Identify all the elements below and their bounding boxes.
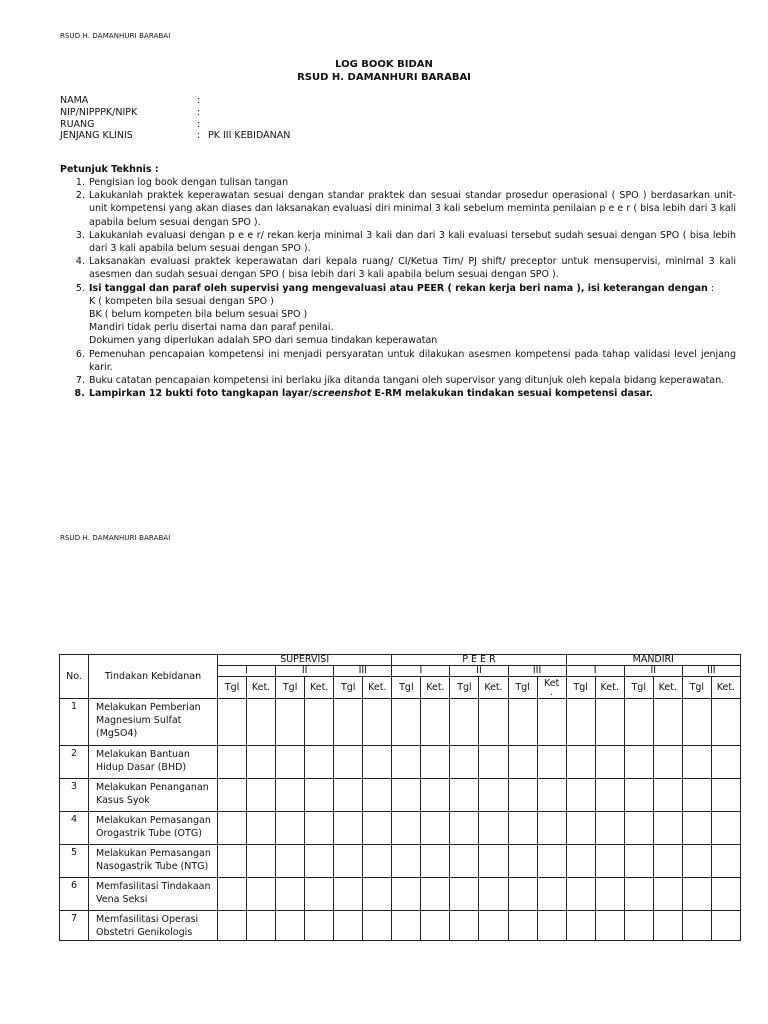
entry-cell-tgl[interactable] [508, 779, 537, 812]
entry-cell-ket[interactable] [305, 746, 334, 779]
row-action: Melakukan Pemasangan Nasogastrik Tube (NTG) [89, 845, 218, 878]
col-header-no: No. [60, 655, 89, 699]
entry-cell-tgl[interactable] [682, 845, 711, 878]
entry-cell-ket[interactable] [537, 845, 566, 878]
entry-cell-tgl[interactable] [276, 699, 305, 746]
subgroup-header: III [334, 666, 392, 677]
entry-cell-tgl[interactable] [218, 779, 247, 812]
entry-cell-tgl[interactable] [508, 911, 537, 941]
col-header-tgl: Tgl [276, 677, 305, 699]
entry-cell-tgl[interactable] [218, 746, 247, 779]
entry-cell-ket[interactable] [363, 878, 392, 911]
row-action: Memfasilitasi Operasi Obstetri Genikologis [89, 911, 218, 941]
subgroup-header: I [392, 666, 450, 677]
table-row [60, 878, 741, 911]
entry-cell-ket[interactable] [653, 845, 682, 878]
entry-cell-tgl[interactable] [450, 699, 479, 746]
field-colon: : [197, 106, 201, 118]
entry-cell-ket[interactable] [537, 779, 566, 812]
entry-cell-ket[interactable] [711, 845, 740, 878]
subgroup-header: I [566, 666, 624, 677]
col-header-tgl: Tgl [566, 677, 595, 699]
entry-cell-ket[interactable] [653, 746, 682, 779]
field-value: PK III KEBIDANAN [208, 130, 291, 142]
entry-cell-ket[interactable] [247, 746, 276, 779]
instruction-colon: : [707, 282, 715, 294]
row-action: Melakukan Bantuan Hidup Dasar (BHD) [89, 746, 218, 779]
entry-cell-tgl[interactable] [450, 746, 479, 779]
col-header-ket: Ket. [479, 677, 508, 699]
entry-cell-ket[interactable] [711, 812, 740, 845]
entry-cell-ket[interactable] [247, 779, 276, 812]
entry-cell-ket[interactable] [479, 812, 508, 845]
entry-cell-tgl[interactable] [566, 845, 595, 878]
row-number: 4 [60, 812, 89, 845]
field-label: NIP/NIPPPK/NIPK [60, 106, 138, 118]
entry-cell-ket[interactable] [653, 779, 682, 812]
instruction-item [88, 282, 736, 348]
subgroup-header: II [624, 666, 682, 677]
entry-cell-ket[interactable] [711, 878, 740, 911]
row-number: 7 [60, 911, 89, 941]
entry-cell-ket[interactable] [653, 911, 682, 941]
entry-cell-ket[interactable] [537, 812, 566, 845]
col-header-ket: Ket. [595, 677, 624, 699]
identity-fields [60, 95, 290, 142]
entry-cell-ket[interactable] [421, 779, 450, 812]
instruction-item: 7. Buku catatan pencapaian kompetensi ini berlaku jika ditanda tangani oleh supervisor yang ditunjuk oleh kepala bidang keperawatan. [88, 374, 736, 387]
row-number: 5 [60, 845, 89, 878]
subgroup-header: II [276, 666, 334, 677]
entry-cell-tgl[interactable] [566, 779, 595, 812]
entry-cell-tgl[interactable] [218, 699, 247, 746]
entry-cell-ket[interactable] [479, 779, 508, 812]
instruction-item: 1. Pengisian log book dengan tulisan tangan [88, 176, 736, 189]
entry-cell-tgl[interactable] [276, 812, 305, 845]
entry-cell-ket[interactable] [595, 911, 624, 941]
row-action: Melakukan Pemasangan Orogastrik Tube (OTG) [89, 812, 218, 845]
entry-cell-ket[interactable] [247, 845, 276, 878]
entry-cell-tgl[interactable] [624, 746, 653, 779]
entry-cell-tgl[interactable] [682, 911, 711, 941]
col-header-tgl: Tgl [450, 677, 479, 699]
entry-cell-tgl[interactable] [566, 699, 595, 746]
entry-cell-ket[interactable] [305, 699, 334, 746]
field-nip [60, 107, 290, 119]
entry-cell-ket[interactable] [537, 699, 566, 746]
entry-cell-tgl[interactable] [218, 878, 247, 911]
entry-cell-ket[interactable] [305, 812, 334, 845]
entry-cell-tgl[interactable] [334, 779, 363, 812]
instruction-item: 2. Lakukanlah praktek keperawatan sesuai dengan standar praktek dan sesuai standar prosedur operasional ( SPO ) berdasarkan unit-unit kompetensi yang akan diases dan laksanakan evaluasi diri minimal 3 kali sebelum meminta penilaian p e e r ( bisa lebih dari 3 kali apabila belum sesuai dengan SPO ). [88, 189, 736, 229]
entry-cell-ket[interactable] [305, 911, 334, 941]
entry-cell-ket[interactable] [711, 746, 740, 779]
entry-cell-ket[interactable] [247, 812, 276, 845]
entry-cell-tgl[interactable] [508, 699, 537, 746]
entry-cell-tgl[interactable] [392, 812, 421, 845]
entry-cell-ket[interactable] [247, 878, 276, 911]
entry-cell-tgl[interactable] [218, 812, 247, 845]
table-row [60, 812, 741, 845]
entry-cell-ket[interactable] [479, 746, 508, 779]
entry-cell-tgl[interactable] [508, 812, 537, 845]
subgroup-header: I [218, 666, 276, 677]
entry-cell-tgl[interactable] [276, 845, 305, 878]
entry-cell-ket[interactable] [421, 911, 450, 941]
instruction-bold-text: Isi tanggal dan paraf oleh supervisi yang mengevaluasi atau PEER ( rekan kerja beri nama ), isi keterangan dengan [89, 282, 708, 294]
entry-cell-tgl[interactable] [276, 878, 305, 911]
entry-cell-ket[interactable] [363, 911, 392, 941]
entry-cell-tgl[interactable] [334, 746, 363, 779]
entry-cell-tgl[interactable] [276, 746, 305, 779]
col-header-tgl: Tgl [508, 677, 537, 699]
instruction-item: 3. Lakukanlah evaluasi dengan p e e r/ rekan kerja minimal 3 kali dan dari 3 kali evaluasi tersebut sudah sesuai dengan SPO ( bisa lebih dari 3 kali apabila belum sesuai dengan SPO ). [88, 229, 736, 255]
entry-cell-ket[interactable] [711, 779, 740, 812]
entry-cell-ket[interactable] [363, 746, 392, 779]
entry-cell-tgl[interactable] [682, 699, 711, 746]
instruction-item [88, 387, 736, 400]
field-label: JENJANG KLINIS [60, 130, 133, 142]
entry-cell-tgl[interactable] [392, 746, 421, 779]
col-header-tgl: Tgl [218, 677, 247, 699]
entry-cell-ket[interactable] [595, 779, 624, 812]
entry-cell-ket[interactable] [421, 746, 450, 779]
field-label: RUANG [60, 118, 95, 130]
entry-cell-ket[interactable] [595, 699, 624, 746]
col-header-ket: Ket. [711, 677, 740, 699]
subgroup-header: III [508, 666, 566, 677]
entry-cell-tgl[interactable] [392, 699, 421, 746]
entry-cell-ket[interactable] [363, 845, 392, 878]
entry-cell-tgl[interactable] [276, 911, 305, 941]
entry-cell-tgl[interactable] [334, 878, 363, 911]
document-title: LOG BOOK BIDAN [335, 59, 433, 70]
entry-cell-tgl[interactable] [334, 911, 363, 941]
page-header: RSUD H. DAMANHURI BARABAI [60, 534, 171, 542]
field-colon: : [197, 95, 201, 106]
entry-cell-ket[interactable] [653, 699, 682, 746]
entry-cell-tgl[interactable] [392, 845, 421, 878]
col-header-ket: Ket. [421, 677, 450, 699]
entry-cell-tgl[interactable] [682, 812, 711, 845]
entry-cell-ket[interactable] [595, 812, 624, 845]
entry-cell-ket[interactable] [421, 845, 450, 878]
table-row [60, 699, 741, 746]
page-header: RSUD H. DAMANHURI BARABAI [60, 32, 171, 40]
legend-line-dokumen: Dokumen yang diperlukan adalah SPO dari semua tindakan keperawatan [89, 335, 438, 347]
field-ruang [60, 119, 290, 131]
entry-cell-ket[interactable] [421, 812, 450, 845]
entry-cell-tgl[interactable] [508, 845, 537, 878]
entry-cell-ket[interactable] [537, 878, 566, 911]
field-colon: : [197, 130, 201, 142]
col-header-ket: Ket. [363, 677, 392, 699]
col-header-action: Tindakan Kebidanan [89, 655, 218, 699]
entry-cell-tgl[interactable] [218, 845, 247, 878]
instructions-list [60, 176, 736, 400]
legend-line-bk: BK ( belum kompeten bila belum sesuai SPO ) [89, 309, 308, 321]
entry-cell-ket[interactable] [363, 812, 392, 845]
entry-cell-ket[interactable] [653, 812, 682, 845]
col-header-ket: Ket. [247, 677, 276, 699]
entry-cell-ket[interactable] [247, 911, 276, 941]
entry-cell-tgl[interactable] [624, 779, 653, 812]
entry-cell-ket[interactable] [595, 746, 624, 779]
row-number: 1 [60, 699, 89, 746]
entry-cell-tgl[interactable] [508, 746, 537, 779]
field-jenjang-klinis [60, 130, 290, 142]
entry-cell-tgl[interactable] [624, 699, 653, 746]
logbook-table [59, 654, 741, 941]
legend-line-mandiri: Mandiri tidak perlu disertai nama dan paraf penilai. [89, 322, 334, 334]
col-header-ket: Ket . [537, 677, 566, 699]
entry-cell-ket[interactable] [595, 878, 624, 911]
entry-cell-ket[interactable] [711, 911, 740, 941]
field-nama [60, 95, 290, 107]
table-row [60, 779, 741, 812]
entry-cell-tgl[interactable] [450, 878, 479, 911]
entry-cell-tgl[interactable] [392, 911, 421, 941]
entry-cell-tgl[interactable] [682, 878, 711, 911]
entry-cell-ket[interactable] [479, 845, 508, 878]
group-header: MANDIRI [566, 655, 740, 666]
entry-cell-tgl[interactable] [624, 878, 653, 911]
col-header-ket: Ket. [305, 677, 334, 699]
entry-cell-tgl[interactable] [624, 812, 653, 845]
instruction-italic-text: screenshot [312, 388, 372, 400]
entry-cell-tgl[interactable] [566, 911, 595, 941]
entry-cell-tgl[interactable] [450, 779, 479, 812]
table-row [60, 746, 741, 779]
entry-cell-tgl[interactable] [450, 845, 479, 878]
instruction-item: 6. Pemenuhan pencapaian kompetensi ini menjadi persyaratan untuk dilakukan asesmen kompetensi pada tahap validasi level jenjang karir. [88, 348, 736, 374]
entry-cell-ket[interactable] [479, 911, 508, 941]
entry-cell-tgl[interactable] [624, 911, 653, 941]
entry-cell-tgl[interactable] [392, 779, 421, 812]
instructions-title: Petunjuk Tekhnis : [60, 164, 159, 175]
entry-cell-ket[interactable] [479, 699, 508, 746]
entry-cell-ket[interactable] [363, 699, 392, 746]
entry-cell-tgl[interactable] [218, 911, 247, 941]
row-number: 3 [60, 779, 89, 812]
entry-cell-tgl[interactable] [276, 779, 305, 812]
entry-cell-ket[interactable] [247, 699, 276, 746]
row-action: Melakukan Pemberian Magnesium Sulfat (MgSO4) [89, 699, 218, 746]
entry-cell-tgl[interactable] [508, 878, 537, 911]
entry-cell-tgl[interactable] [682, 779, 711, 812]
row-number: 6 [60, 878, 89, 911]
entry-cell-ket[interactable] [421, 878, 450, 911]
instruction-text: Lampirkan 12 bukti foto tangkapan layar/ [89, 388, 313, 400]
instruction-text: E-RM melakukan tindakan sesuai kompetensi dasar. [371, 388, 653, 400]
entry-cell-tgl[interactable] [624, 845, 653, 878]
subgroup-header: II [450, 666, 508, 677]
entry-cell-ket[interactable] [537, 746, 566, 779]
entry-cell-ket[interactable] [537, 911, 566, 941]
entry-cell-ket[interactable] [653, 878, 682, 911]
entry-cell-tgl[interactable] [566, 812, 595, 845]
entry-cell-ket[interactable] [305, 878, 334, 911]
entry-cell-ket[interactable] [363, 779, 392, 812]
col-header-tgl: Tgl [392, 677, 421, 699]
field-label: NAMA [60, 95, 89, 106]
group-header: SUPERVISI [218, 655, 392, 666]
col-header-tgl: Tgl [682, 677, 711, 699]
entry-cell-ket[interactable] [305, 845, 334, 878]
entry-cell-tgl[interactable] [334, 812, 363, 845]
instruction-item: 4. Laksanakan evaluasi praktek keperawatan dari kepala ruang/ CI/Ketua Tim/ PJ shift/ preceptor untuk mensupervisi, minimal 3 kali asesmen dan sudah sesuai dengan SPO ( bisa lebih dari 3 kali apabila belum sesuai dengan SPO ). [88, 255, 736, 281]
legend-line-k: K ( kompeten bila sesuai dengan SPO ) [89, 295, 274, 307]
table-row [60, 845, 741, 878]
entry-cell-ket[interactable] [479, 878, 508, 911]
col-header-tgl: Tgl [624, 677, 653, 699]
entry-cell-ket[interactable] [421, 699, 450, 746]
row-number: 2 [60, 746, 89, 779]
field-colon: : [197, 118, 201, 130]
entry-cell-tgl[interactable] [334, 699, 363, 746]
entry-cell-ket[interactable] [711, 699, 740, 746]
document-subtitle: RSUD H. DAMANHURI BARABAI [297, 72, 471, 83]
group-header: P E E R [392, 655, 566, 666]
entry-cell-ket[interactable] [305, 779, 334, 812]
subgroup-header: III [682, 666, 740, 677]
entry-cell-tgl[interactable] [566, 746, 595, 779]
entry-cell-tgl[interactable] [392, 878, 421, 911]
table-row [60, 911, 741, 941]
col-header-tgl: Tgl [334, 677, 363, 699]
col-header-ket: Ket. [653, 677, 682, 699]
entry-cell-tgl[interactable] [566, 878, 595, 911]
entry-cell-tgl[interactable] [682, 746, 711, 779]
entry-cell-ket[interactable] [595, 845, 624, 878]
entry-cell-tgl[interactable] [334, 845, 363, 878]
entry-cell-tgl[interactable] [450, 911, 479, 941]
row-action: Memfasilitasi Tindakaan Vena Seksi [89, 878, 218, 911]
row-action: Melakukan Penanganan Kasus Syok [89, 779, 218, 812]
entry-cell-tgl[interactable] [450, 812, 479, 845]
